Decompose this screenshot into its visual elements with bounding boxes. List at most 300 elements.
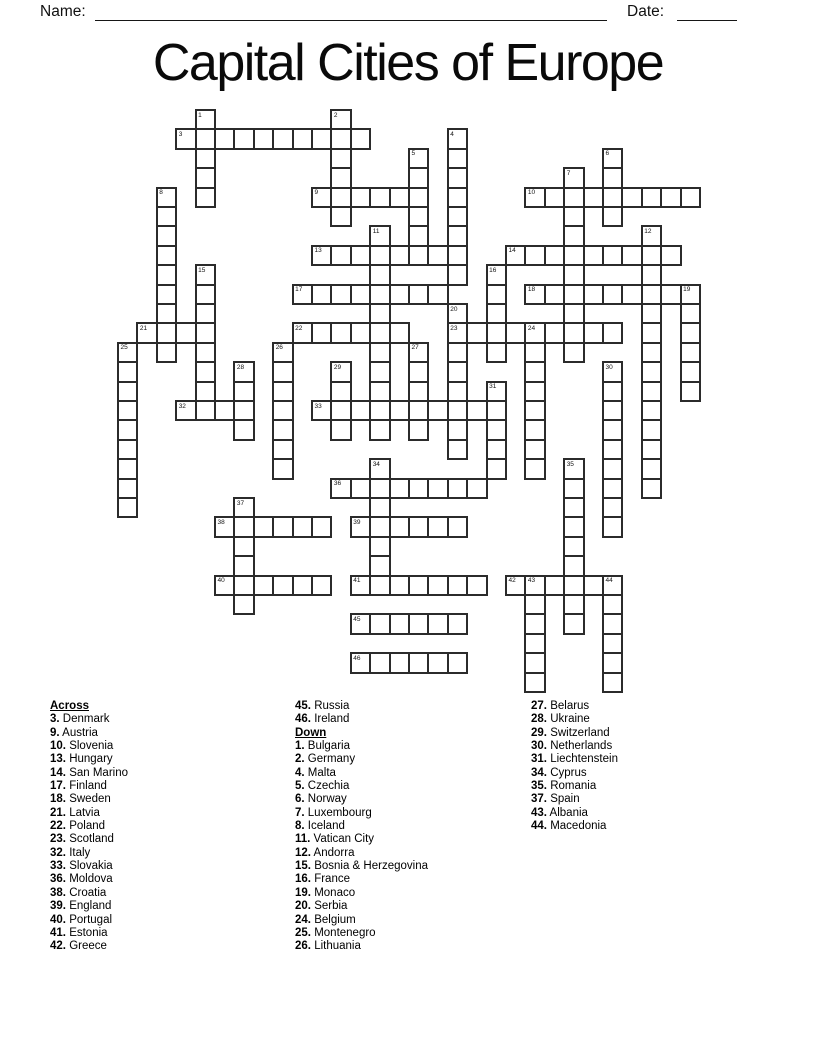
grid-cell xyxy=(525,653,544,672)
grid-cell xyxy=(370,537,389,556)
grid-cell xyxy=(545,576,564,595)
grid-cell xyxy=(603,149,622,168)
grid-cell xyxy=(273,576,292,595)
grid-cell xyxy=(487,459,506,478)
grid-cell xyxy=(564,246,583,265)
clue-text: Poland xyxy=(66,820,106,833)
clue-number: 35. xyxy=(531,780,547,793)
grid-cell xyxy=(564,498,583,517)
grid-cell xyxy=(428,285,447,304)
clue-item xyxy=(50,873,128,886)
cell-number: 15 xyxy=(198,266,206,274)
grid-cell xyxy=(234,595,253,614)
clue-number: 40. xyxy=(50,913,66,926)
grid-cell xyxy=(545,323,564,342)
clue-item xyxy=(50,727,128,740)
cell-number: 13 xyxy=(314,247,322,255)
grid-cell xyxy=(642,362,661,381)
grid-cell xyxy=(409,382,428,401)
clue-item xyxy=(295,940,428,953)
clue-number: 23. xyxy=(50,833,66,846)
clue-item xyxy=(50,713,128,726)
grid-cell xyxy=(118,459,137,478)
grid-cell xyxy=(215,129,234,148)
grid-cell xyxy=(603,634,622,653)
grid-cell xyxy=(448,362,467,381)
grid-cell xyxy=(312,323,331,342)
clue-heading: Across xyxy=(50,700,89,712)
grid-cell xyxy=(642,343,661,362)
clue-text: England xyxy=(66,900,112,913)
clue-text: Austria xyxy=(59,726,98,739)
grid-cell xyxy=(370,343,389,362)
grid-cell xyxy=(176,323,195,342)
clue-number: 1. xyxy=(295,740,305,753)
grid-cell xyxy=(215,576,234,595)
grid-cell xyxy=(525,634,544,653)
clue-column-right xyxy=(531,700,618,833)
grid-cell xyxy=(331,149,350,168)
grid-cell xyxy=(234,576,253,595)
grid-cell xyxy=(603,188,622,207)
clue-number: 27. xyxy=(531,700,547,712)
grid-cell xyxy=(603,673,622,692)
clue-text: Spain xyxy=(547,793,580,806)
grid-cell xyxy=(157,265,176,284)
grid-cell xyxy=(273,401,292,420)
cell-number: 42 xyxy=(508,577,516,585)
clue-number: 6. xyxy=(295,793,305,806)
grid-cell xyxy=(525,285,544,304)
clue-number: 16. xyxy=(295,873,311,886)
grid-cell xyxy=(137,323,156,342)
clue-item xyxy=(295,900,428,913)
clue-text: Sweden xyxy=(66,793,111,806)
grid-cell xyxy=(603,168,622,187)
grid-cell xyxy=(293,285,312,304)
grid-cell xyxy=(642,401,661,420)
clue-item xyxy=(295,700,428,713)
clue-number: 42. xyxy=(50,940,66,953)
clue-text: Moldova xyxy=(66,873,113,886)
grid-cell xyxy=(331,188,350,207)
grid-cell xyxy=(448,304,467,323)
grid-cell xyxy=(603,595,622,614)
clue-item xyxy=(295,820,428,833)
grid-cell xyxy=(622,188,641,207)
grid-cell xyxy=(234,556,253,575)
clue-number: 17. xyxy=(50,780,66,793)
clue-text: France xyxy=(311,873,350,886)
cell-number: 37 xyxy=(236,499,245,507)
grid-cell xyxy=(525,343,544,362)
cell-number: 28 xyxy=(236,363,245,371)
grid-cell xyxy=(234,517,253,536)
clue-text: Italy xyxy=(66,846,91,859)
grid-cell xyxy=(409,420,428,439)
clue-item xyxy=(50,927,128,940)
grid-cell xyxy=(312,285,331,304)
cell-number: 29 xyxy=(333,363,342,371)
clue-text: Andorra xyxy=(311,846,355,859)
grid-cell xyxy=(331,168,350,187)
grid-cell xyxy=(564,459,583,478)
clue-number: 38. xyxy=(50,886,66,899)
grid-cell xyxy=(564,576,583,595)
grid-cell xyxy=(603,498,622,517)
grid-cell xyxy=(370,226,389,245)
grid-cell xyxy=(448,188,467,207)
clue-number: 19. xyxy=(295,886,311,899)
clue-text: Portugal xyxy=(66,913,113,926)
clue-item xyxy=(295,887,428,900)
cell-number: 12 xyxy=(644,227,652,235)
grid-cell xyxy=(564,188,583,207)
grid-cell xyxy=(428,401,447,420)
grid-cell xyxy=(409,479,428,498)
clue-item xyxy=(531,753,618,766)
grid-cell xyxy=(448,168,467,187)
grid-cell xyxy=(506,576,525,595)
clue-number: 7. xyxy=(295,806,305,819)
clue-text: Ireland xyxy=(311,713,350,726)
clue-text: Macedonia xyxy=(547,820,607,833)
grid-cell xyxy=(351,246,370,265)
grid-cell xyxy=(487,323,506,342)
grid-cell xyxy=(642,420,661,439)
grid-cell xyxy=(196,285,215,304)
cell-number: 1 xyxy=(198,111,202,119)
grid-cell xyxy=(409,246,428,265)
cell-number: 18 xyxy=(527,286,536,294)
grid-cell xyxy=(370,304,389,323)
clue-text: Cyprus xyxy=(547,766,587,779)
grid-cell xyxy=(525,614,544,633)
grid-cell xyxy=(370,420,389,439)
grid-cell xyxy=(448,382,467,401)
clue-item xyxy=(295,753,428,766)
grid-cell xyxy=(370,576,389,595)
grid-cell xyxy=(603,653,622,672)
grid-cell xyxy=(487,440,506,459)
clue-heading: Down xyxy=(295,726,327,739)
grid-cell xyxy=(273,362,292,381)
cell-number: 20 xyxy=(450,305,458,313)
grid-cell xyxy=(273,517,292,536)
clue-number: 20. xyxy=(295,900,311,913)
cell-number: 14 xyxy=(508,247,516,255)
cell-number: 22 xyxy=(295,324,303,332)
grid-cell xyxy=(118,362,137,381)
grid-cell xyxy=(157,226,176,245)
clue-text: Slovakia xyxy=(66,860,113,873)
grid-cell xyxy=(390,285,409,304)
cell-number: 30 xyxy=(605,363,613,371)
grid-cell xyxy=(370,401,389,420)
clue-item xyxy=(50,793,128,806)
clue-item xyxy=(295,847,428,860)
grid-cell xyxy=(254,517,273,536)
clue-text: Albania xyxy=(547,806,588,819)
grid-cell xyxy=(603,323,622,342)
cell-number: 23 xyxy=(450,324,458,332)
grid-cell xyxy=(642,188,661,207)
clue-item xyxy=(295,713,428,726)
clue-text: Malta xyxy=(304,766,336,779)
grid-cell xyxy=(448,576,467,595)
grid-cell xyxy=(642,285,661,304)
grid-cell xyxy=(409,149,428,168)
clue-number: 13. xyxy=(50,753,66,766)
grid-cell xyxy=(234,420,253,439)
grid-cell xyxy=(390,653,409,672)
grid-cell xyxy=(331,129,350,148)
grid-cell xyxy=(603,382,622,401)
grid-cell xyxy=(506,246,525,265)
clue-number: 43. xyxy=(531,806,547,819)
clue-item xyxy=(295,914,428,927)
grid-cell xyxy=(331,207,350,226)
clue-item xyxy=(531,793,618,806)
grid-cell xyxy=(312,246,331,265)
date-label: Date: xyxy=(627,3,665,20)
clue-item xyxy=(531,820,618,833)
grid-cell xyxy=(681,382,700,401)
clue-item xyxy=(50,847,128,860)
grid-cell xyxy=(331,362,350,381)
grid-cell xyxy=(254,576,273,595)
clue-number: 28. xyxy=(531,713,547,726)
clue-item xyxy=(50,860,128,873)
grid-cell xyxy=(370,498,389,517)
grid-cell xyxy=(409,517,428,536)
grid-cell xyxy=(118,479,137,498)
grid-cell xyxy=(525,576,544,595)
clue-number: 9. xyxy=(50,726,60,739)
grid-cell xyxy=(351,653,370,672)
cell-number: 35 xyxy=(566,460,574,468)
grid-cell xyxy=(448,129,467,148)
grid-cell xyxy=(370,382,389,401)
clue-item xyxy=(50,820,128,833)
clue-item xyxy=(50,807,128,820)
clue-text: Slovenia xyxy=(66,740,114,753)
clue-column-across xyxy=(50,700,128,954)
grid-cell xyxy=(564,168,583,187)
grid-cell xyxy=(234,129,253,148)
grid-cell xyxy=(409,343,428,362)
grid-cell xyxy=(331,323,350,342)
clue-text: Denmark xyxy=(59,713,110,726)
grid-cell xyxy=(273,459,292,478)
clue-text: Iceland xyxy=(304,820,345,833)
grid-cell xyxy=(409,188,428,207)
grid-cell xyxy=(642,440,661,459)
grid-cell xyxy=(487,285,506,304)
grid-cell xyxy=(409,285,428,304)
grid-cell xyxy=(370,188,389,207)
grid-cell xyxy=(642,246,661,265)
cell-number: 16 xyxy=(489,266,497,274)
clue-item xyxy=(531,700,618,713)
clue-item xyxy=(50,833,128,846)
clue-number: 26. xyxy=(295,940,311,953)
clue-number: 5. xyxy=(295,780,305,793)
grid-cell xyxy=(448,614,467,633)
cell-number: 41 xyxy=(353,577,361,585)
clue-text: Bulgaria xyxy=(304,740,350,753)
grid-cell xyxy=(681,188,700,207)
grid-cell xyxy=(506,323,525,342)
grid-cell xyxy=(390,517,409,536)
grid-cell xyxy=(584,323,603,342)
clue-text: Liechtenstein xyxy=(547,753,618,766)
grid-cell xyxy=(603,440,622,459)
cell-number: 32 xyxy=(178,402,186,410)
grid-cell xyxy=(603,576,622,595)
grid-cell xyxy=(370,653,389,672)
grid-cell xyxy=(351,576,370,595)
clue-number: 39. xyxy=(50,900,66,913)
grid-cell xyxy=(351,517,370,536)
cell-number: 25 xyxy=(120,344,128,352)
grid-cell xyxy=(409,401,428,420)
grid-cell xyxy=(196,343,215,362)
cell-number: 5 xyxy=(411,150,416,158)
grid-cell xyxy=(390,614,409,633)
grid-cell xyxy=(564,517,583,536)
clue-item xyxy=(531,740,618,753)
grid-cell xyxy=(273,440,292,459)
clue-number: 10. xyxy=(50,740,66,753)
cell-number: 44 xyxy=(605,577,613,585)
clue-number: 12. xyxy=(295,846,311,859)
grid-cell xyxy=(564,285,583,304)
clue-number: 21. xyxy=(50,806,66,819)
grid-cell xyxy=(370,556,389,575)
grid-cell xyxy=(293,129,312,148)
grid-cell xyxy=(525,673,544,692)
grid-cell xyxy=(525,323,544,342)
grid-cell xyxy=(196,401,215,420)
clue-item xyxy=(295,833,428,846)
grid-cell xyxy=(564,323,583,342)
grid-cell xyxy=(409,576,428,595)
grid-cell xyxy=(390,401,409,420)
grid-cell xyxy=(196,304,215,323)
clue-number: 37. xyxy=(531,793,547,806)
grid-cell xyxy=(642,226,661,245)
grid-cell xyxy=(254,129,273,148)
grid-cell xyxy=(448,440,467,459)
grid-cell xyxy=(157,207,176,226)
grid-cell xyxy=(545,246,564,265)
clue-text: Belarus xyxy=(547,700,590,712)
grid-cell xyxy=(118,498,137,517)
grid-cell xyxy=(603,420,622,439)
grid-cell xyxy=(525,401,544,420)
name-label: Name: xyxy=(40,3,86,20)
grid-cell xyxy=(448,207,467,226)
grid-cell xyxy=(564,614,583,633)
grid-cell xyxy=(661,285,680,304)
grid-cell xyxy=(642,459,661,478)
clue-item xyxy=(531,713,618,726)
grid-cell xyxy=(370,479,389,498)
grid-cell xyxy=(312,188,331,207)
grid-cell xyxy=(331,401,350,420)
date-line xyxy=(677,20,737,21)
grid-cell xyxy=(409,653,428,672)
cell-number: 2 xyxy=(333,111,338,119)
grid-cell xyxy=(448,343,467,362)
cell-number: 27 xyxy=(411,344,419,352)
grid-cell xyxy=(390,479,409,498)
grid-cell xyxy=(525,246,544,265)
grid-cell xyxy=(603,459,622,478)
cell-number: 21 xyxy=(139,324,148,332)
cell-number: 4 xyxy=(450,130,454,138)
clue-text: Germany xyxy=(304,753,356,766)
clue-item xyxy=(531,767,618,780)
grid-cell xyxy=(157,246,176,265)
grid-cell xyxy=(176,129,195,148)
grid-cell xyxy=(331,382,350,401)
grid-cell xyxy=(642,265,661,284)
grid-cell xyxy=(331,110,350,129)
clue-number: 11. xyxy=(295,833,311,846)
crossword-grid xyxy=(118,110,701,693)
grid-cell xyxy=(642,304,661,323)
grid-cell xyxy=(215,517,234,536)
clue-item xyxy=(50,914,128,927)
clue-text: Croatia xyxy=(66,886,107,899)
clue-number: 44. xyxy=(531,820,547,833)
grid-cell xyxy=(157,323,176,342)
grid-cell xyxy=(351,323,370,342)
grid-cell xyxy=(564,595,583,614)
grid-cell xyxy=(273,343,292,362)
grid-cell xyxy=(409,168,428,187)
cell-number: 24 xyxy=(527,324,536,332)
grid-cell xyxy=(390,576,409,595)
grid-cell xyxy=(681,323,700,342)
grid-cell xyxy=(390,188,409,207)
clue-item xyxy=(50,740,128,753)
grid-cell xyxy=(428,517,447,536)
cell-number: 11 xyxy=(372,227,380,235)
grid-cell xyxy=(331,479,350,498)
grid-cell xyxy=(196,265,215,284)
clue-number: 30. xyxy=(531,740,547,753)
grid-cell xyxy=(448,401,467,420)
grid-cell xyxy=(487,382,506,401)
clue-text: Vatican City xyxy=(310,833,375,846)
clue-number: 24. xyxy=(295,913,311,926)
grid-cell xyxy=(487,420,506,439)
clue-text: Czechia xyxy=(304,780,350,793)
grid-cell xyxy=(525,382,544,401)
cell-number: 33 xyxy=(314,402,322,410)
cell-number: 45 xyxy=(353,615,361,623)
grid-cell xyxy=(312,576,331,595)
cell-number: 40 xyxy=(217,577,225,585)
clue-item xyxy=(50,940,128,953)
grid-cell xyxy=(234,401,253,420)
grid-cell xyxy=(351,285,370,304)
grid-cell xyxy=(196,362,215,381)
grid-cell xyxy=(370,323,389,342)
